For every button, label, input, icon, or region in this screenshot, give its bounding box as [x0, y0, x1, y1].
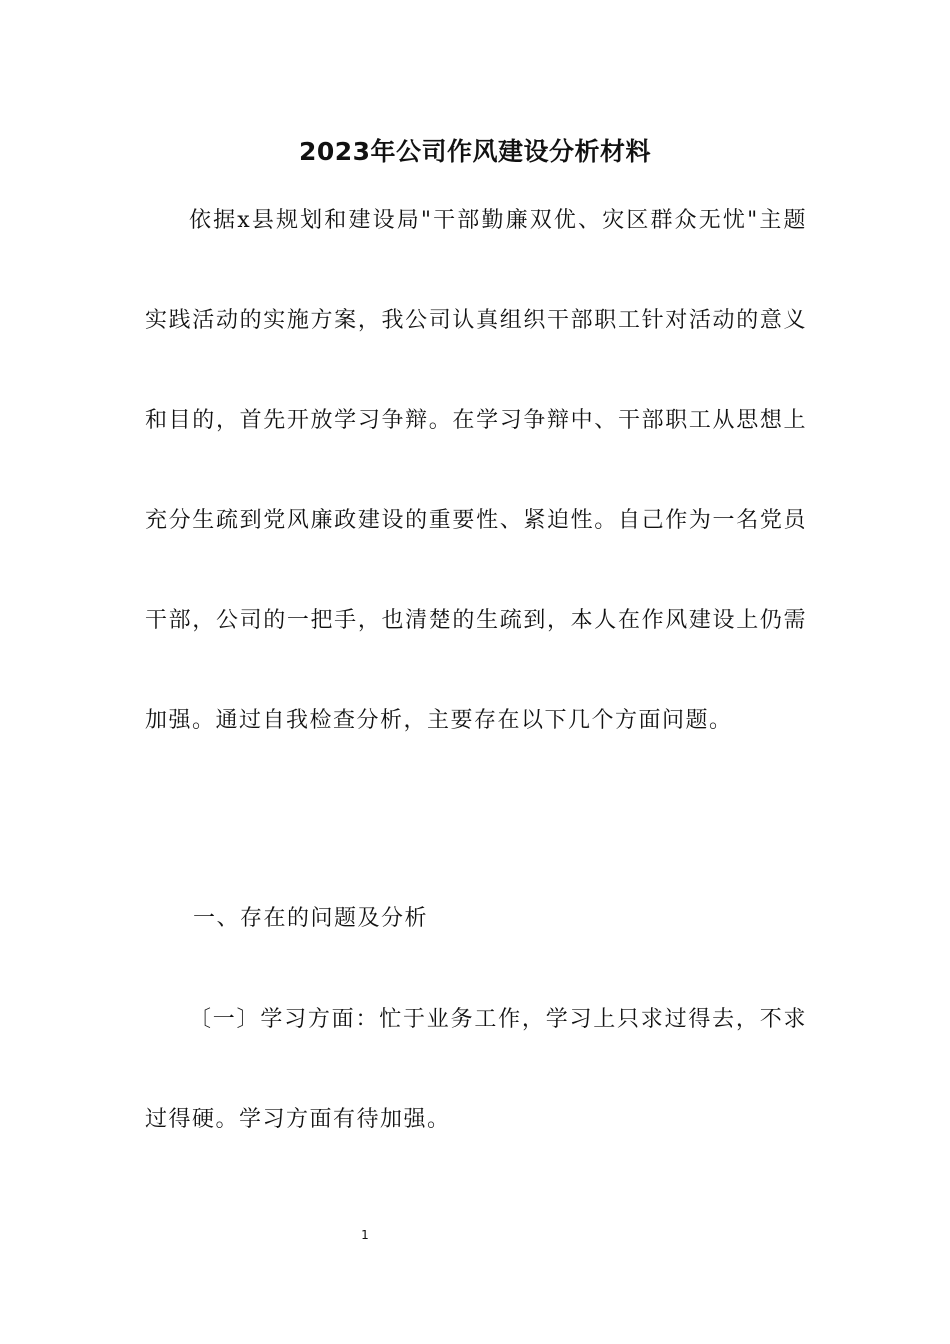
document-title: 2023年公司作风建设分析材料: [298, 137, 652, 166]
section-heading: 一、存在的问题及分析: [193, 906, 429, 931]
intro-paragraph: 依据x县规划和建设局"干部勤廉双优、灾区群众无忧"主题实践活动的实施方案，我公司认真组织干部职工针对活动的意义和目的，首先开放学习争辩。在学习争辩中、干部职工从思想上充分生疏到党风廉政建设的重要性、紧迫性。自己作为一名党员干部，公司的一把手，也清楚的生疏到，本人在作风建设上仍需加强。通过自我检查分析，主要存在以下几个方面问题。: [145, 208, 807, 733]
study-paragraph: 〔一〕学习方面：忙于业务工作，学习上只求过得去，不求过得硬。学习方面有待加强。: [145, 1007, 807, 1132]
page-number: 1: [361, 1228, 369, 1242]
